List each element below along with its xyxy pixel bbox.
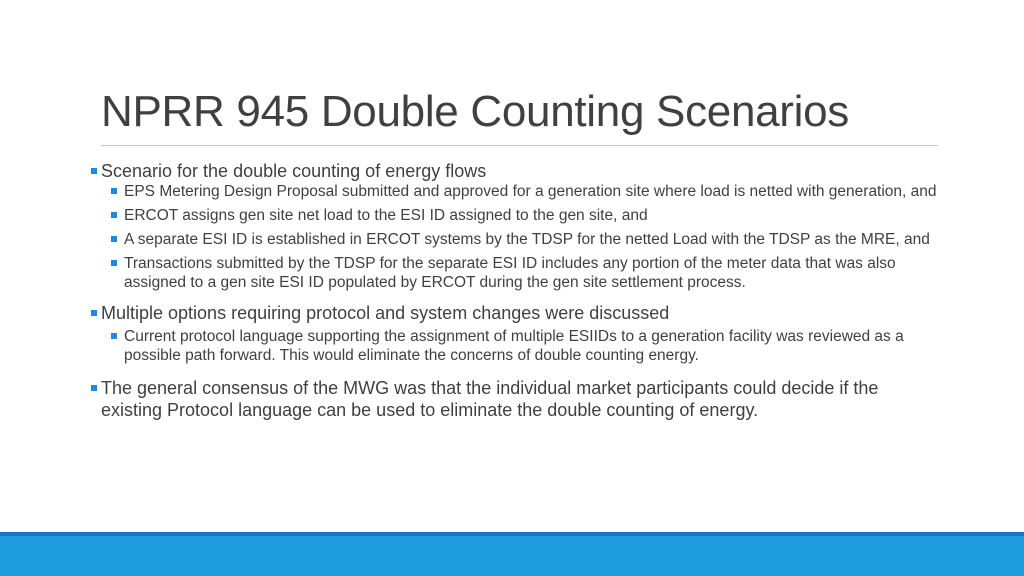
slide-title: NPRR 945 Double Counting Scenarios [101,87,850,136]
sub-bullet-item [91,230,941,249]
footer-band [0,536,1024,576]
bullet-text: Multiple options requiring protocol and system changes were discussed [101,303,670,323]
bullet-group [91,302,941,365]
bullet-item [91,302,941,324]
square-bullet-icon [111,260,117,266]
bullet-text: The general consensus of the MWG was that the individual market participants could decide if the existing Protocol language can be used to eliminate the double counting of energy. [101,378,879,420]
bullet-item [91,160,941,182]
square-bullet-icon [91,385,97,391]
sub-bullet-item [91,254,941,292]
bullet-text: Scenario for the double counting of energy flows [101,161,487,181]
bullet-item [91,377,941,421]
sub-bullet-text: EPS Metering Design Proposal submitted and approved for a generation site where load is netted with generation, and [124,183,937,200]
sub-bullet-text: Transactions submitted by the TDSP for the separate ESI ID includes any portion of the meter data that was also assigned to a gen site ESI ID populated by ERCOT during the gen site settlement process. [124,255,896,291]
sub-bullet-text: Current protocol language supporting the assignment of multiple ESIIDs to a generation facility was reviewed as a possible path forward. This would eliminate the concerns of double counting energy. [124,328,904,364]
square-bullet-icon [111,236,117,242]
bullet-group [91,160,941,292]
sub-bullet-item [91,327,941,365]
square-bullet-icon [111,188,117,194]
sub-bullet-item [91,182,941,201]
square-bullet-icon [91,310,97,316]
slide-body [91,160,941,421]
sub-bullet-item [91,206,941,225]
sub-bullet-text: A separate ESI ID is established in ERCOT systems by the TDSP for the netted Load with the TDSP as the MRE, and [124,231,930,248]
square-bullet-icon [111,212,117,218]
sub-bullet-text: ERCOT assigns gen site net load to the ESI ID assigned to the gen site, and [124,207,648,224]
square-bullet-icon [111,333,117,339]
title-divider [101,145,938,146]
square-bullet-icon [91,168,97,174]
bullet-group [91,377,941,421]
